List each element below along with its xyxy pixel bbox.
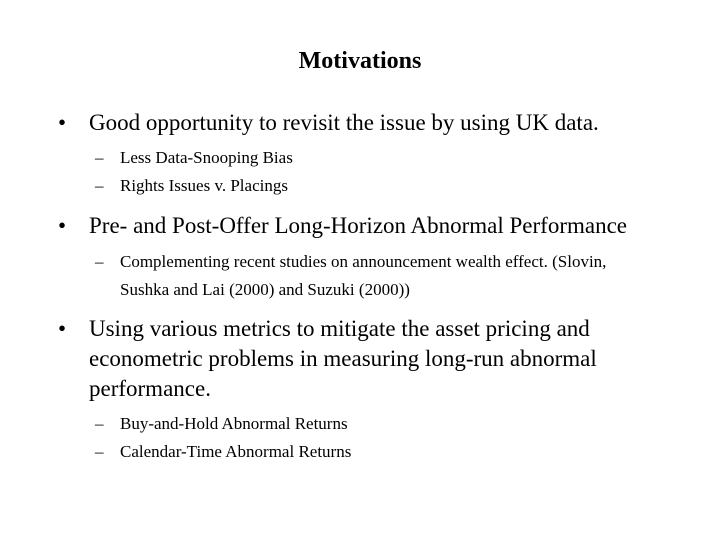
- sub-text: Complementing recent studies on announcement wealth effect. (Slovin, Sushka and Lai (2000) and Suzuki (2000)): [120, 252, 607, 299]
- bullet-icon: •: [58, 213, 67, 238]
- bullet-row: [58, 211, 658, 241]
- bullet-icon: •: [58, 110, 67, 135]
- sub-list: [58, 144, 658, 200]
- bullet-text: Good opportunity to revisit the issue by using UK data.: [89, 110, 599, 135]
- bullet-item: [58, 314, 658, 466]
- sub-list: [58, 410, 658, 466]
- bullet-item: [58, 211, 658, 304]
- bullet-list: [58, 108, 658, 466]
- bullet-text: Pre- and Post-Offer Long-Horizon Abnormal Performance: [89, 213, 628, 238]
- slide-title: [0, 48, 720, 75]
- sub-item: [63, 438, 658, 466]
- sub-list: [58, 248, 658, 304]
- dash-icon: –: [95, 176, 104, 195]
- bullet-text: Using various metrics to mitigate the asset pricing and econometric problems in measuring long-run abnormal performance.: [89, 316, 597, 401]
- sub-text: Less Data-Snooping Bias: [120, 148, 293, 167]
- bullet-icon: •: [58, 316, 67, 341]
- sub-item: [63, 144, 658, 172]
- sub-text: Calendar-Time Abnormal Returns: [120, 442, 352, 461]
- sub-item: [63, 248, 658, 304]
- dash-icon: –: [95, 252, 104, 271]
- bullet-row: [58, 314, 658, 404]
- sub-item: [63, 410, 658, 438]
- dash-icon: –: [95, 442, 104, 461]
- dash-icon: –: [95, 414, 104, 433]
- bullet-item: [58, 108, 658, 200]
- bullet-row: [58, 108, 658, 138]
- sub-text: Buy-and-Hold Abnormal Returns: [120, 414, 348, 433]
- sub-text: Rights Issues v. Placings: [120, 176, 288, 195]
- slide-title-text: Motivations: [298, 48, 422, 74]
- dash-icon: –: [95, 148, 104, 167]
- sub-item: [63, 172, 658, 200]
